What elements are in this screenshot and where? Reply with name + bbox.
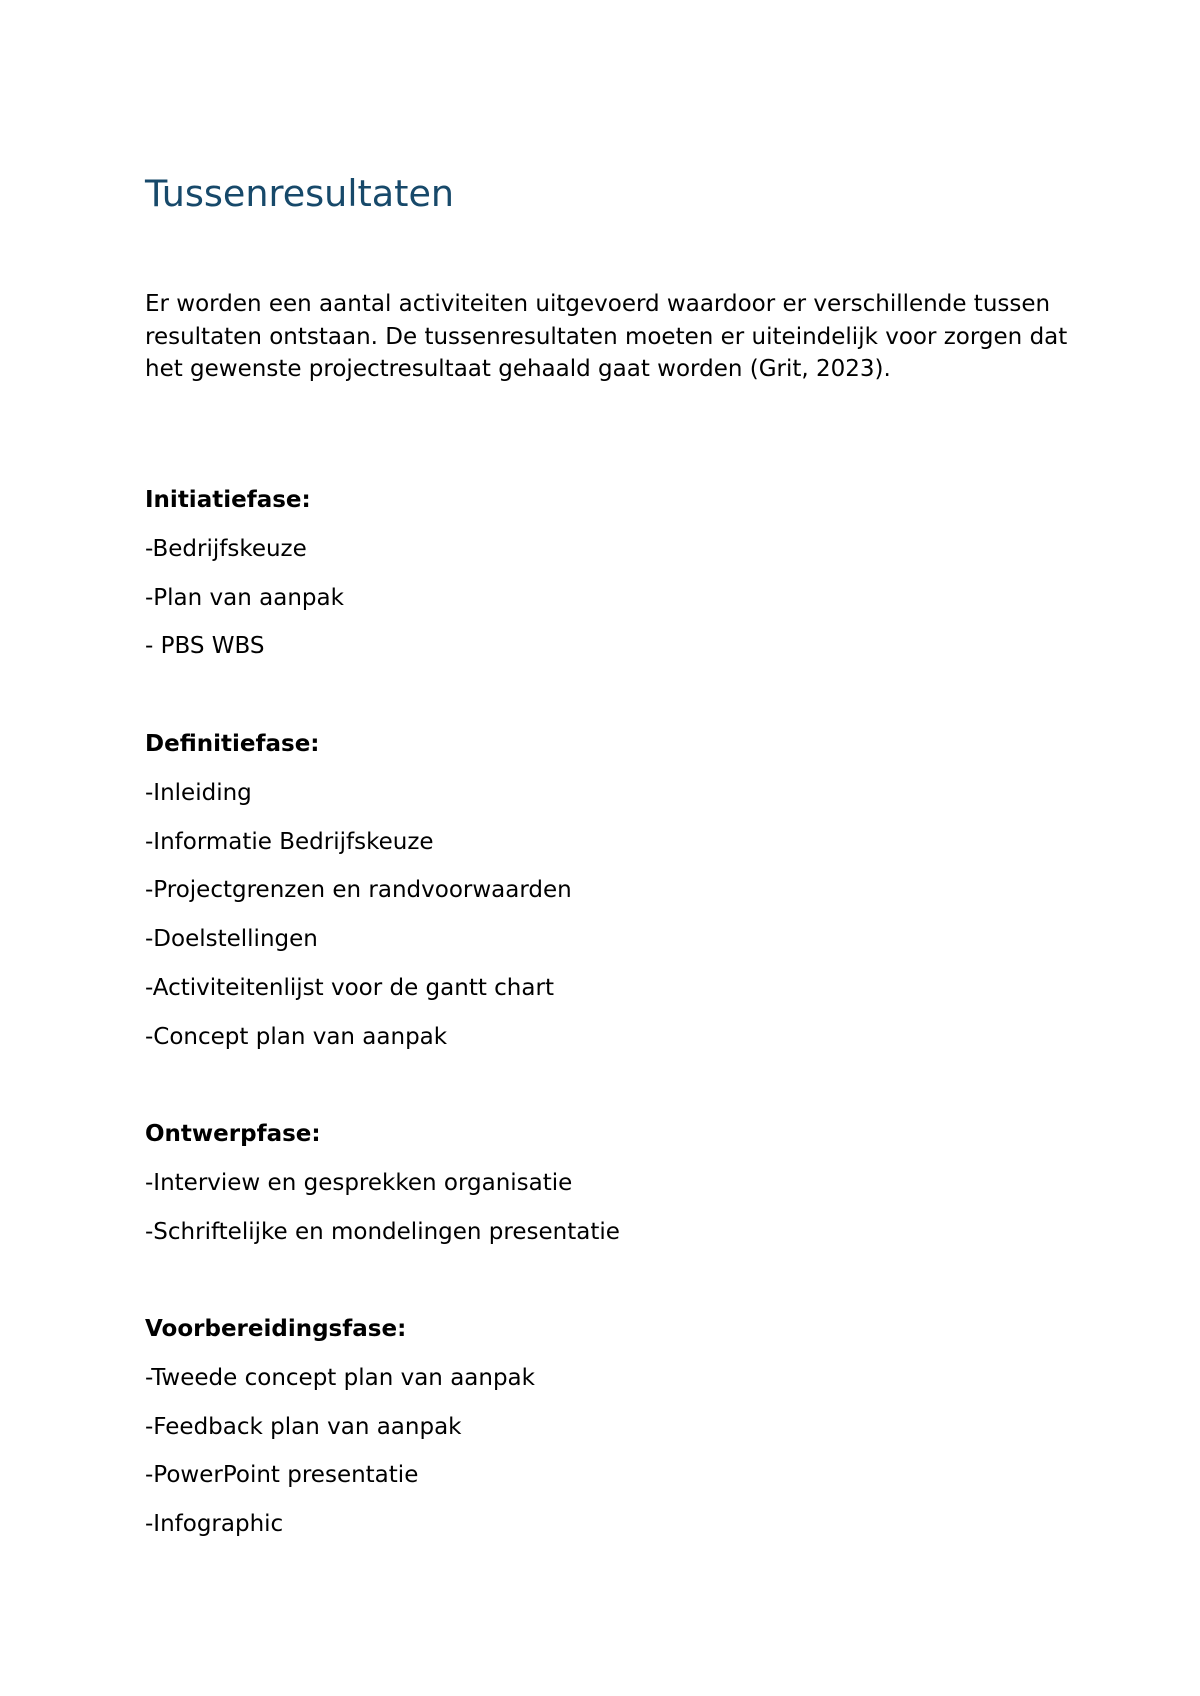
list-item: -Tweede concept plan van aanpak <box>145 1364 535 1391</box>
section-definitiefase <box>145 730 1075 1072</box>
list-item: -Inleiding <box>145 779 252 806</box>
section-initiatiefase <box>145 486 1075 681</box>
list-item: -Feedback plan van aanpak <box>145 1413 462 1440</box>
list-item: -Schriftelijke en mondelingen presentatie <box>145 1218 620 1245</box>
intro-paragraph: Er worden een aantal activiteiten uitgevoerd waardoor er verschillende tussen resultaten ontstaan. De tussenresultaten moeten er uiteindelijk voor zorgen dat het gewenste projectresultaat gehaald gaat worden (Grit, 2023). <box>145 291 1068 382</box>
section-heading: Initiatiefase: <box>145 487 311 513</box>
list-item: -Bedrijfskeuze <box>145 535 307 562</box>
list-item: -Interview en gesprekken organisatie <box>145 1169 573 1196</box>
section-ontwerpfase <box>145 1120 1075 1266</box>
list-item: -PowerPoint presentatie <box>145 1462 419 1489</box>
list-item: -Plan van aanpak <box>145 584 344 611</box>
section-item-list <box>145 1169 1075 1267</box>
section-item-list <box>145 1364 1075 1559</box>
list-item: -Projectgrenzen en randvoorwaarden <box>145 877 572 904</box>
list-item: -Concept plan van aanpak <box>145 1023 448 1050</box>
section-heading: Definitiefase: <box>145 731 320 757</box>
page-title: Tussenresultaten <box>145 172 455 215</box>
section-item-list <box>145 779 1075 1072</box>
list-item: -Infographic <box>145 1511 284 1538</box>
section-item-list <box>145 535 1075 681</box>
list-item: -Activiteitenlijst voor de gantt chart <box>145 974 554 1001</box>
section-voorbereidingsfase <box>145 1315 1075 1559</box>
list-item: -Doelstellingen <box>145 926 318 953</box>
section-heading: Voorbereidingsfase: <box>145 1316 407 1342</box>
section-heading: Ontwerpfase: <box>145 1121 321 1147</box>
list-item: - PBS WBS <box>145 633 265 660</box>
list-item: -Informatie Bedrijfskeuze <box>145 828 434 855</box>
